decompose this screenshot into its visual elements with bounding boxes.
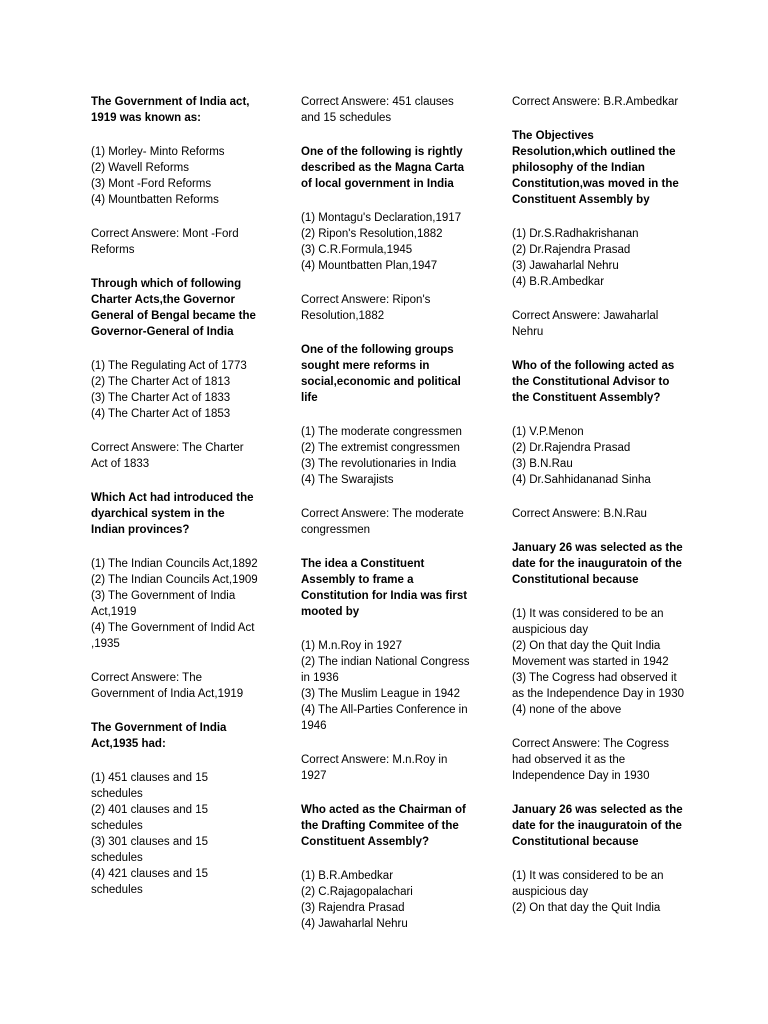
option: (2) Dr.Rajendra Prasad — [512, 244, 631, 256]
option-list — [91, 556, 261, 652]
option: (3) The Muslim League in 1942 — [301, 688, 460, 700]
question-text: The Government of India Act,1935 had: — [91, 722, 227, 750]
correct-answer: Correct Answere: B.N.Rau — [512, 508, 647, 520]
option: (3) B.N.Rau — [512, 458, 573, 470]
question-text: January 26 was selected as the date for the inauguratoin of the Constitutional because — [512, 542, 683, 586]
question-text: January 26 was selected as the date for the inauguratoin of the Constitutional because — [512, 804, 683, 848]
question-text: One of the following groups sought mere reforms in social,economic and political life — [301, 344, 461, 404]
column-1 — [91, 94, 261, 916]
option: (2) The Indian Councils Act,1909 — [91, 574, 258, 586]
option-list — [512, 226, 686, 290]
option: (2) The indian National Congress in 1936 — [301, 656, 470, 684]
option-list — [91, 770, 261, 898]
option: (2) Wavell Reforms — [91, 162, 189, 174]
option: (3) The Government of India Act,1919 — [91, 590, 236, 618]
option-list — [512, 868, 686, 916]
option: (4) The All-Parties Conference in 1946 — [301, 704, 468, 732]
correct-answer: Correct Answere: The moderate congressmen — [301, 508, 464, 536]
correct-answer: Correct Answere: Mont -Ford Reforms — [91, 228, 239, 256]
option-list — [301, 210, 475, 274]
option-list — [301, 868, 475, 932]
option: (2) On that day the Quit India Movement was started in 1942 — [512, 640, 669, 668]
option: (1) B.R.Ambedkar — [301, 870, 394, 882]
option: (2) On that day the Quit India — [512, 902, 661, 914]
option: (4) B.R.Ambedkar — [512, 276, 605, 288]
option: (1) The moderate congressmen — [301, 426, 462, 438]
option: (1) 451 clauses and 15 schedules — [91, 772, 208, 800]
option-list — [512, 424, 686, 488]
option-list — [301, 424, 475, 488]
option: (3) The Cogress had observed it as the Independence Day in 1930 — [512, 672, 684, 700]
option: (1) M.n.Roy in 1927 — [301, 640, 402, 652]
option: (4) Mountbatten Plan,1947 — [301, 260, 438, 272]
option: (1) The Indian Councils Act,1892 — [91, 558, 258, 570]
option: (4) The Government of Indid Act ,1935 — [91, 622, 255, 650]
option: (2) The Charter Act of 1813 — [91, 376, 231, 388]
option: (3) The revolutionaries in India — [301, 458, 457, 470]
question-text: Which Act had introduced the dyarchical system in the Indian provinces? — [91, 492, 254, 536]
option: (4) The Charter Act of 1853 — [91, 408, 231, 420]
correct-answer: Correct Answere: Jawaharlal Nehru — [512, 310, 659, 338]
option: (1) The Regulating Act of 1773 — [91, 360, 247, 372]
option-list — [91, 358, 261, 422]
correct-answer: Correct Answere: The Charter Act of 1833 — [91, 442, 244, 470]
column-3 — [512, 94, 686, 934]
option: (1) It was considered to be an auspicious day — [512, 608, 664, 636]
option: (3) Rajendra Prasad — [301, 902, 405, 914]
option: (1) It was considered to be an auspicious day — [512, 870, 664, 898]
option: (2) C.Rajagopalachari — [301, 886, 413, 898]
correct-answer: Correct Answere: 451 clauses and 15 schedules — [301, 96, 454, 124]
option: (3) The Charter Act of 1833 — [91, 392, 231, 404]
option: (4) none of the above — [512, 704, 622, 716]
option-list — [301, 638, 475, 734]
option-list — [512, 606, 686, 718]
option: (3) Mont -Ford Reforms — [91, 178, 212, 190]
question-text: The Government of India act, 1919 was known as: — [91, 96, 250, 124]
question-text: Who of the following acted as the Constitutional Advisor to the Constituent Assembly? — [512, 360, 675, 404]
correct-answer: Correct Answere: The Cogress had observed it as the Independence Day in 1930 — [512, 738, 670, 782]
correct-answer: Correct Answere: M.n.Roy in 1927 — [301, 754, 448, 782]
correct-answer: Correct Answere: B.R.Ambedkar — [512, 96, 679, 108]
option: (1) Montagu's Declaration,1917 — [301, 212, 462, 224]
option: (2) Ripon's Resolution,1882 — [301, 228, 443, 240]
option: (4) Dr.Sahhidananad Sinha — [512, 474, 651, 486]
option: (3) C.R.Formula,1945 — [301, 244, 413, 256]
option: (1) V.P.Menon — [512, 426, 584, 438]
correct-answer: Correct Answere: The Government of India Act,1919 — [91, 672, 244, 700]
option: (2) Dr.Rajendra Prasad — [512, 442, 631, 454]
option: (3) 301 clauses and 15 schedules — [91, 836, 208, 864]
question-text: Who acted as the Chairman of the Drafting Commitee of the Constituent Assembly? — [301, 804, 466, 848]
option: (4) Jawaharlal Nehru — [301, 918, 408, 930]
option: (2) 401 clauses and 15 schedules — [91, 804, 208, 832]
question-text: One of the following is rightly described as the Magna Carta of local government in India — [301, 146, 464, 190]
option: (4) Mountbatten Reforms — [91, 194, 219, 206]
option: (1) Dr.S.Radhakrishanan — [512, 228, 639, 240]
option: (4) The Swarajists — [301, 474, 394, 486]
option-list — [91, 144, 261, 208]
option: (2) The extremist congressmen — [301, 442, 460, 454]
question-text: Through which of following Charter Acts,the Governor General of Bengal became the Governor-General of India — [91, 278, 256, 338]
option: (4) 421 clauses and 15 schedules — [91, 868, 208, 896]
question-text: The idea a Constituent Assembly to frame a Constitution for India was first mooted by — [301, 558, 468, 618]
option: (1) Morley- Minto Reforms — [91, 146, 225, 158]
column-2 — [301, 94, 475, 950]
question-text: The Objectives Resolution,which outlined the philosophy of the Indian Constitution,was moved in the Constituent Assembly by — [512, 130, 679, 206]
option: (3) Jawaharlal Nehru — [512, 260, 619, 272]
correct-answer: Correct Answere: Ripon's Resolution,1882 — [301, 294, 431, 322]
